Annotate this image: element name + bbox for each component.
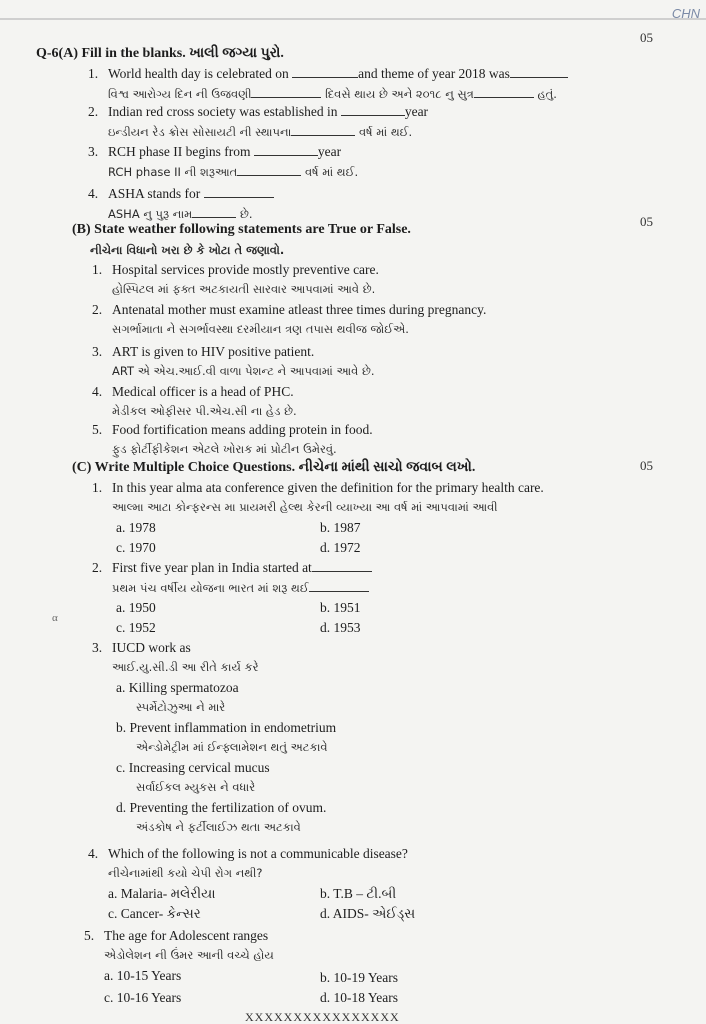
b-item-2-en: 2. Antenatal mother must examine atleast three times during pregnancy. — [92, 302, 487, 317]
c-q2-gu: પ્રથમ પંચ વર્ષીય યોજના ભારત માં શરૂ થઈ — [112, 580, 369, 596]
c-q3-gu: આઈ.યુ.સી.ડી આ રીતે કાર્ય કરે — [112, 660, 259, 674]
b-item-3-en: 3. ART is given to HIV positive patient. — [92, 344, 315, 359]
c-q3-option-c-gu: સર્વાઈકલ મ્યુકસ ને વધારે — [136, 780, 256, 794]
c-q3-option-a-gu: સ્પર્મેટોઝુઆ ને મારે — [136, 700, 226, 714]
b-item-4-gu: મેડીકલ ઓફીસર પી.એચ.સી ના હેડ છે. — [112, 404, 297, 418]
c-q4-gu: નીચેનામાંથી કયો ચેપી રોગ નથી? — [108, 866, 263, 880]
c-q3-option-a: a. Killing spermatozoa — [116, 680, 239, 695]
section-c-title: (C) Write Multiple Choice Questions. નીચેના માંથી સાચો જવાબ લખો. — [72, 460, 476, 475]
c-q5-option-d: d. 10-18 Years — [320, 990, 399, 1005]
section-b-title: (B) State weather following statements are True or False. — [72, 222, 411, 237]
a-q4-en: 4. ASHA stands for — [88, 186, 274, 202]
b-item-1-gu: હોસ્પિટલ માં ફક્ત અટકાયતી સારવાર આપવામાં આવે છે. — [112, 282, 376, 296]
marks-section-b: 05 — [640, 214, 653, 229]
a-q3-gu: RCH phase II ની શરૂઆત વર્ષ માં થઈ. — [108, 165, 359, 179]
c-q1-option-a: a. 1978 — [116, 520, 156, 535]
b-item-4-en: 4. Medical officer is a head of PHC. — [92, 384, 294, 399]
c-q5-en: 5. The age for Adolescent ranges — [84, 928, 269, 943]
b-item-1-en: 1. Hospital services provide mostly preventive care. — [92, 262, 379, 277]
c-q2-en: 2. First five year plan in India started at — [92, 560, 372, 576]
c-q1-option-c: c. 1970 — [116, 540, 156, 555]
c-q2-option-c: c. 1952 — [116, 620, 156, 635]
section-b-title-gu: નીચેના વિધાનો ખરા છે કે ખોટા તે જણાવો. — [90, 243, 285, 257]
c-q3-option-b: b. Prevent inflammation in endometrium — [116, 720, 337, 735]
c-q3-option-b-gu: એન્ડોમેટ્રીમ માં ઈન્ફ્લામેશન થતું અટકાવે — [136, 740, 328, 754]
section-a-title: Q-6(A) Fill in the blanks. ખાલી જગ્યા પુરો. — [36, 46, 284, 61]
a-q1-gu: વિશ્વ આરોગ્ય દિન ની ઉજવણી દિવસે થાય છે અને ૨૦૧૮ નુ સુત્ર હતું. — [108, 87, 557, 101]
c-q3-option-d-gu: અંડકોષ ને ફર્ટીલાઈઝ થતા અટકાવે — [136, 820, 301, 834]
c-q1-gu: આલ્મા આટા કોન્ફરન્સ મા પ્રાયમરી હેલ્થ કેરની વ્યાખ્યા આ વર્ષ માં આપવામાં આવી — [112, 500, 498, 514]
c-q5-option-c: c. 10-16 Years — [104, 990, 182, 1005]
c-q4-option-d: d. AIDS- એઈડ્સ — [320, 906, 416, 921]
a-q2-en: 2. Indian red cross society was established in year — [88, 104, 429, 119]
c-q2-option-d: d. 1953 — [320, 620, 361, 635]
b-item-5-gu: ફુડ ફોર્ટીફીકેશન એટલે ખોરાક માં પ્રોટીન ઉમેરવું. — [112, 442, 337, 456]
c-q1-option-b: b. 1987 — [320, 520, 361, 535]
c-q3-option-d: d. Preventing the fertilization of ovum. — [116, 800, 327, 815]
c-q1-option-d: d. 1972 — [320, 540, 361, 555]
c-q4-option-c: c. Cancer- કેન્સર — [108, 906, 201, 921]
a-q3-en: 3. RCH phase II begins from year — [88, 144, 342, 159]
c-q4-option-a: a. Malaria- મલેરીયા — [108, 886, 216, 901]
c-q2-option-a: a. 1950 — [116, 600, 156, 615]
c-q1-en: 1. In this year alma ata conference given the definition for the primary health care. — [92, 480, 544, 495]
b-item-2-gu: સગર્ભામાતા ને સગર્ભાવસ્થા દરમીયાન ત્રણ તપાસ થવીજ જોઈએ. — [112, 322, 409, 336]
c-q5-option-a: a. 10-15 Years — [104, 968, 182, 983]
b-item-3-gu: ART એ એચ.આઈ.વી વાળા પેશન્ટ ને આપવામાં આવે છે. — [112, 364, 375, 378]
stray-mark: α — [52, 612, 58, 624]
c-q3-option-c: c. Increasing cervical mucus — [116, 760, 270, 775]
c-q5-option-b: b. 10-19 Years — [320, 970, 399, 985]
marks-section-a: 05 — [640, 30, 653, 45]
marks-section-c: 05 — [640, 458, 653, 473]
c-q4-en: 4. Which of the following is not a communicable disease? — [88, 846, 408, 861]
c-q4-option-b: b. T.B – ટી.બી — [320, 886, 397, 901]
c-q3-en: 3. IUCD work as — [92, 640, 191, 655]
corner-note: CHN — [671, 6, 700, 21]
a-q1-en: 1. World health day is celebrated on and theme of year 2018 was — [88, 66, 568, 82]
a-q2-gu: ઇન્ડીયન રેડ ક્રોસ સોસાયટી ની સ્થાપના વર્ષ માં થઈ. — [108, 125, 413, 139]
c-q2-option-b: b. 1951 — [320, 600, 361, 615]
b-item-5-en: 5. Food fortification means adding protein in food. — [92, 422, 373, 437]
a-q4-gu: ASHA નુ પુરૂ નામ છે. — [108, 207, 253, 221]
c-q5-gu: એડોલેશન ની ઉંમર આની વચ્ચે હોય — [104, 948, 274, 962]
footer-marker: XXXXXXXXXXXXXXXX — [245, 1010, 400, 1024]
top-rule — [0, 18, 706, 20]
